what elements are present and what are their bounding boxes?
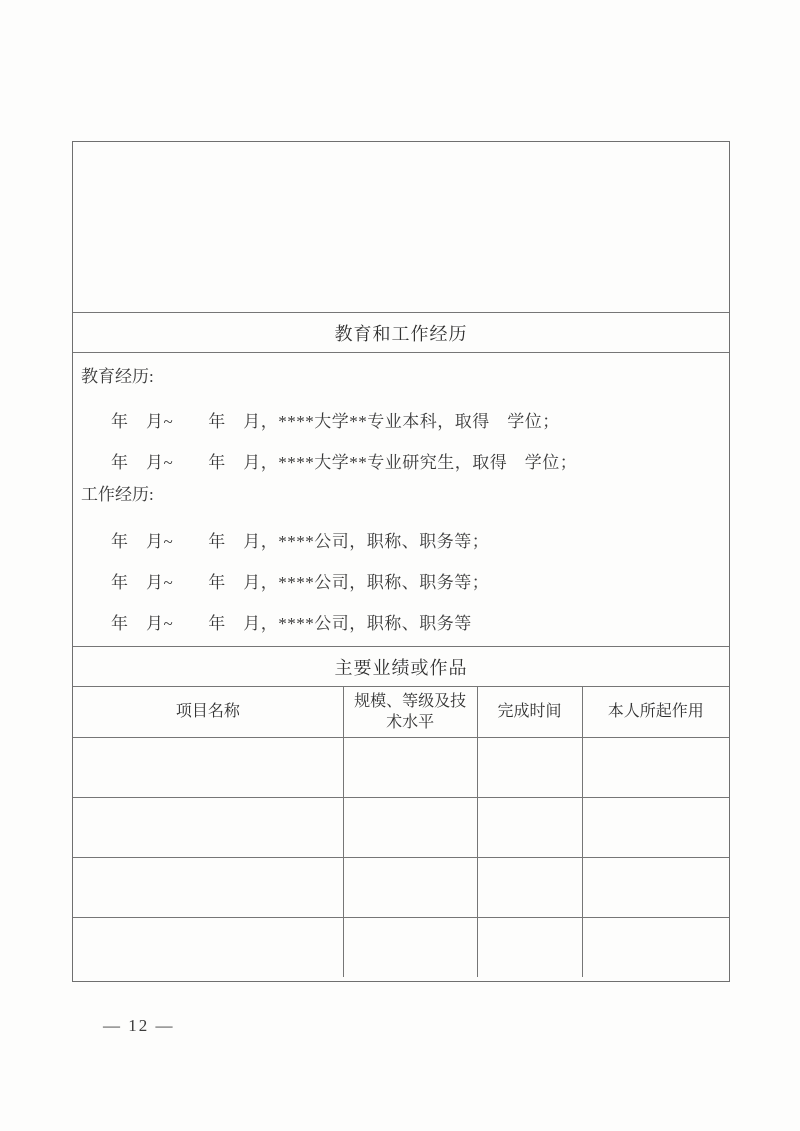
col-header-project-name: 项目名称	[73, 687, 343, 737]
empty-cell	[582, 797, 729, 857]
empty-cell	[343, 917, 477, 977]
empty-cell	[582, 857, 729, 917]
section-title-achievements: 主要业绩或作品	[73, 647, 729, 687]
empty-cell	[73, 737, 343, 797]
notes-box	[73, 142, 729, 313]
work-entry-1: 年 月~ 年 月，****公司，职称、职务等；	[111, 532, 490, 551]
empty-cell	[582, 917, 729, 977]
education-entry-graduate: 年 月~ 年 月，****大学**专业研究生，取得 学位；	[111, 453, 578, 472]
empty-cell	[73, 857, 343, 917]
work-history-label: 工作经历:	[81, 485, 154, 504]
education-entry-bachelor: 年 月~ 年 月，****大学**专业本科，取得 学位；	[111, 412, 560, 431]
experience-section	[73, 353, 729, 647]
empty-cell	[343, 857, 477, 917]
empty-cell	[477, 857, 582, 917]
empty-cell	[477, 737, 582, 797]
page-number: — 12 —	[103, 1016, 175, 1035]
achievements-row-1	[73, 737, 729, 797]
empty-cell	[73, 917, 343, 977]
empty-cell	[343, 737, 477, 797]
empty-cell	[477, 797, 582, 857]
achievements-row-2	[73, 797, 729, 857]
empty-cell	[582, 737, 729, 797]
work-entry-2: 年 月~ 年 月，****公司，职称、职务等；	[111, 573, 490, 592]
col-header-personal-role: 本人所起作用	[582, 687, 729, 737]
empty-cell	[343, 797, 477, 857]
achievements-row-4	[73, 917, 729, 977]
section-title-education-work: 教育和工作经历	[73, 313, 729, 353]
achievements-table	[73, 687, 729, 977]
empty-cell	[73, 797, 343, 857]
resume-form-table	[72, 141, 730, 982]
empty-cell	[477, 917, 582, 977]
education-history-label: 教育经历:	[81, 367, 154, 386]
col-header-scale-level: 规模、等级及技术水平	[343, 687, 477, 737]
achievements-row-3	[73, 857, 729, 917]
achievements-header-row	[73, 687, 729, 737]
col-header-completion: 完成时间	[477, 687, 582, 737]
work-entry-3: 年 月~ 年 月，****公司，职称、职务等	[111, 614, 472, 633]
